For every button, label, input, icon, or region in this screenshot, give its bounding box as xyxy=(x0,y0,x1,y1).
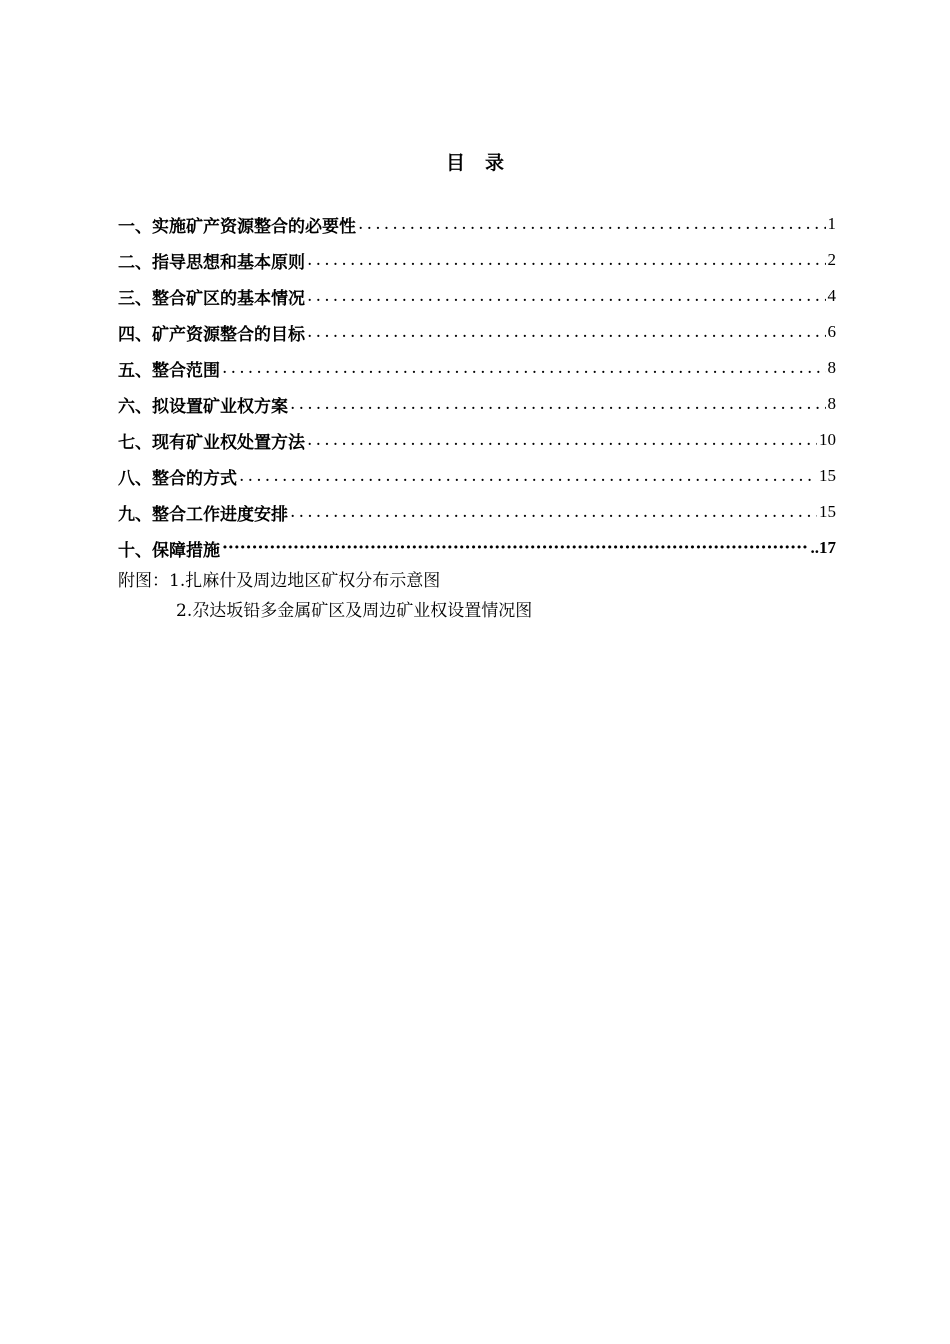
toc-page-number: 8 xyxy=(827,358,836,377)
appendix-prefix: 附图： xyxy=(118,571,169,591)
toc-dot-leader xyxy=(290,396,826,413)
appendix-item: 2.尕达坂铅多金属矿区及周边矿业权设置情况图 xyxy=(176,601,533,621)
toc-page-number: 4 xyxy=(827,286,836,305)
toc-title xyxy=(0,148,950,175)
toc-entry-label: 一、实施矿产资源整合的必要性 xyxy=(118,216,356,237)
toc-page-number: 8 xyxy=(827,394,836,413)
toc-dot-leader xyxy=(222,540,809,557)
toc-entry[interactable] xyxy=(118,458,836,494)
toc-page-number: 10 xyxy=(819,430,836,449)
toc-entry-label: 二、指导思想和基本原则 xyxy=(118,252,305,273)
appendix-line xyxy=(118,596,532,626)
toc-page-number: ..17 xyxy=(810,538,836,557)
toc-entry-label: 七、现有矿业权处置方法 xyxy=(118,432,305,453)
toc-dot-leader xyxy=(222,360,826,377)
toc-entry-label: 四、矿产资源整合的目标 xyxy=(118,324,305,345)
toc-dot-leader xyxy=(239,468,817,485)
appendix-line xyxy=(118,566,532,596)
toc-entry[interactable] xyxy=(118,386,836,422)
toc-page-number: 15 xyxy=(819,502,836,521)
toc-entry[interactable] xyxy=(118,530,836,566)
toc-entry[interactable] xyxy=(118,350,836,386)
toc-entry[interactable] xyxy=(118,278,836,314)
toc-page-number: 1 xyxy=(827,214,836,233)
toc-entry[interactable] xyxy=(118,206,836,242)
toc-entry[interactable] xyxy=(118,422,836,458)
toc-page-number: 6 xyxy=(827,322,836,341)
toc-dot-leader xyxy=(307,432,817,449)
toc-dot-leader xyxy=(307,324,826,341)
toc-page-number: 15 xyxy=(819,466,836,485)
toc-entry-label: 十、保障措施 xyxy=(118,540,220,561)
toc-entry-label: 三、整合矿区的基本情况 xyxy=(118,288,305,309)
toc-entry[interactable] xyxy=(118,494,836,530)
toc-entry-label: 八、整合的方式 xyxy=(118,468,237,489)
toc-entry-label: 六、拟设置矿业权方案 xyxy=(118,396,288,417)
toc-dot-leader xyxy=(290,504,817,521)
toc-dot-leader xyxy=(307,252,826,269)
toc-entry[interactable] xyxy=(118,242,836,278)
toc-entry-label: 五、整合范围 xyxy=(118,360,220,381)
appendix-figures xyxy=(118,566,532,626)
toc-dot-leader xyxy=(307,288,826,305)
toc-title-part2: 录 xyxy=(485,152,505,174)
toc-entry-label: 九、整合工作进度安排 xyxy=(118,504,288,525)
toc-dot-leader xyxy=(358,216,826,233)
toc-entry[interactable] xyxy=(118,314,836,350)
toc-title-part1: 目 xyxy=(445,152,465,174)
table-of-contents xyxy=(118,206,836,566)
appendix-item: 1.扎麻什及周边地区矿权分布示意图 xyxy=(169,571,441,591)
toc-page-number: 2 xyxy=(827,250,836,269)
